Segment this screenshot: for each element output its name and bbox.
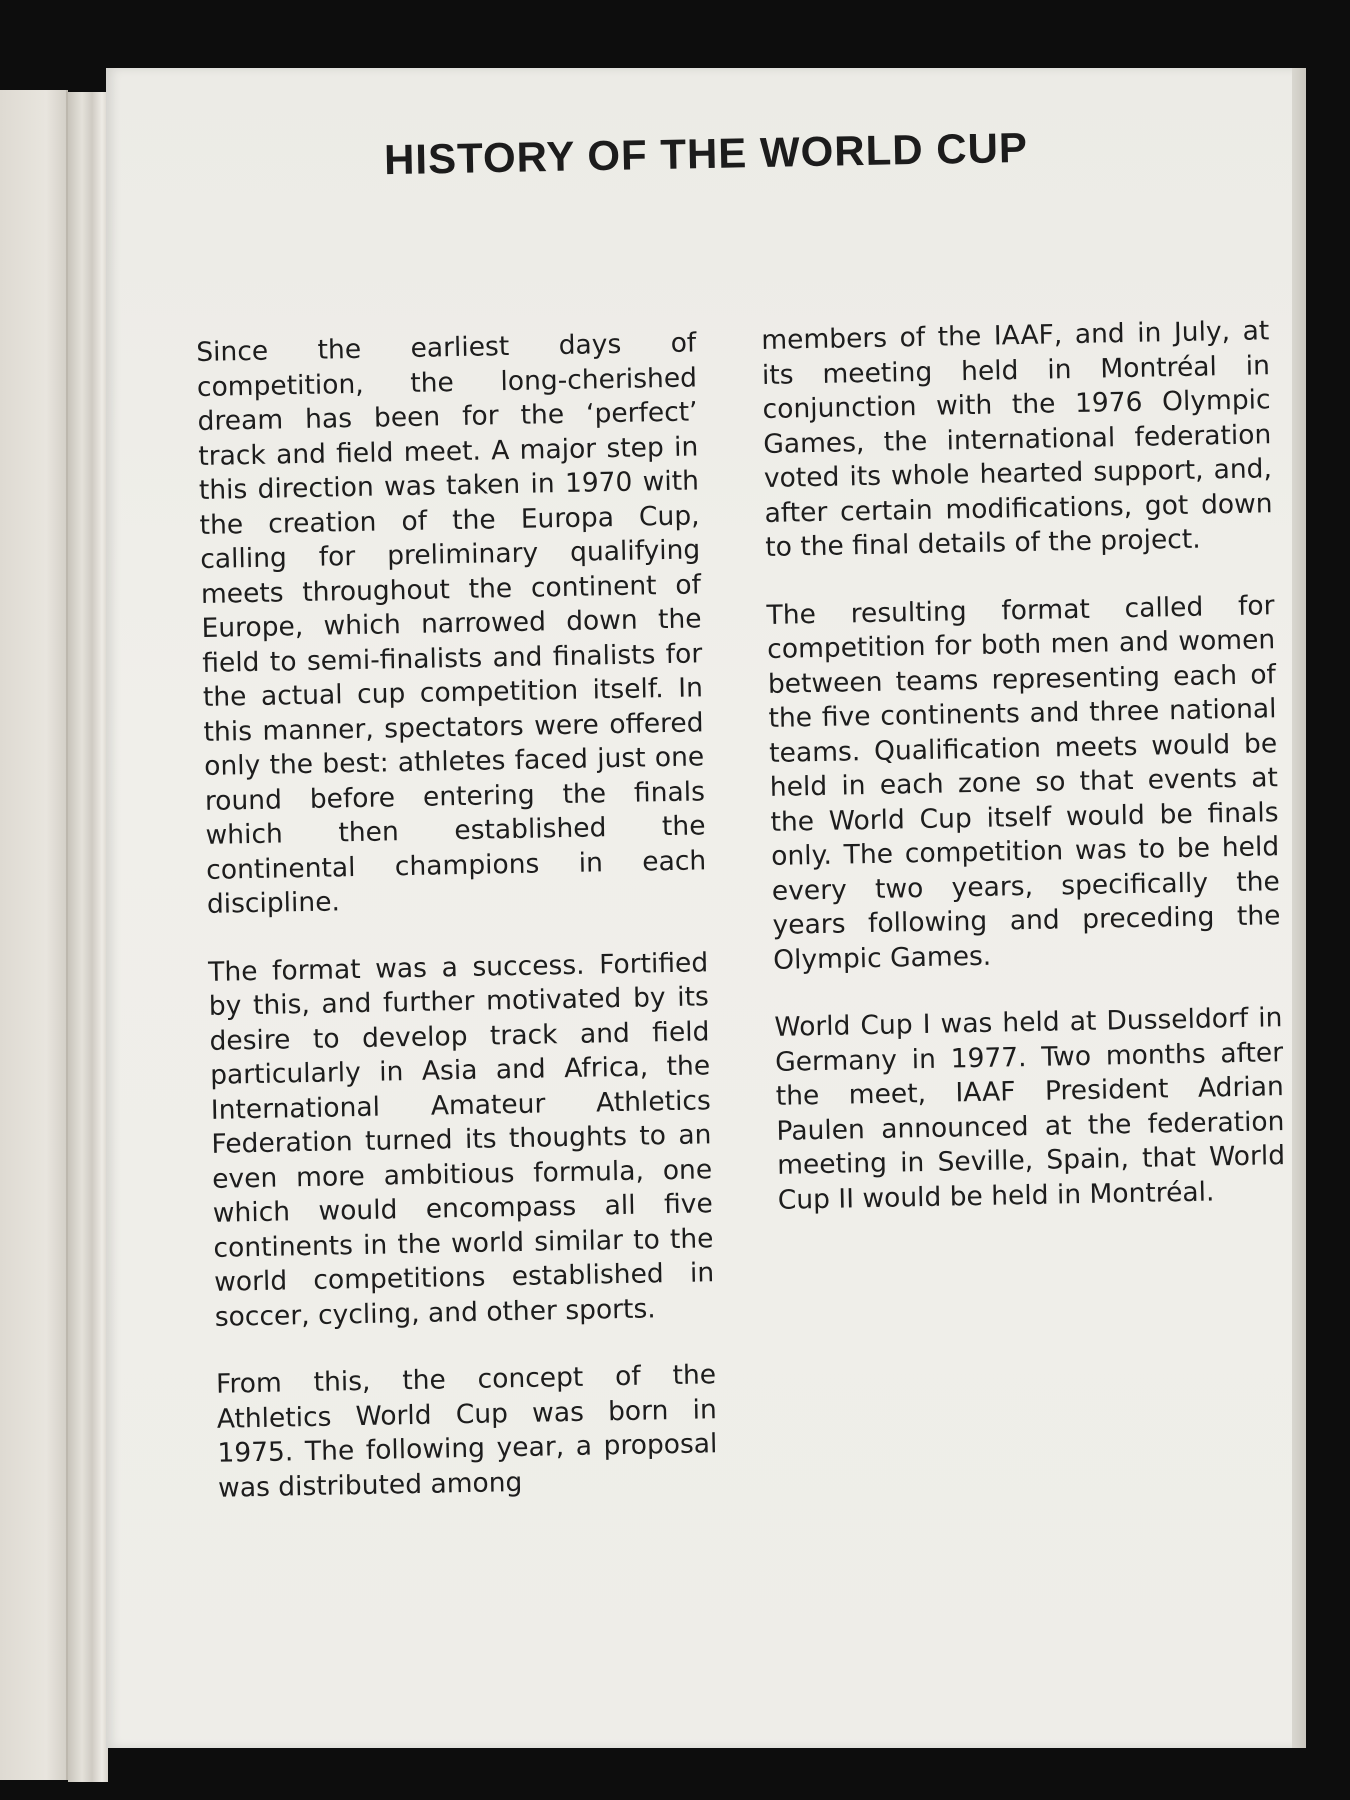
booklet-page bbox=[106, 68, 1306, 1748]
left-paragraph-2: The format was a success. Fortified by this, and further motivated by its desire to develop track and field particularly in Asia and Africa, the International Amateur Athletics Federation turned its thoughts to an even more ambitious formula, one which would encompass all five continents in the world similar to the world competitions established in soccer, cycling, and other sports. bbox=[207, 946, 715, 1333]
right-paragraph-2: The resulting format called for competition for both men and women between teams representing each of the five continents and three national teams. Qualification meets would be held in each zone so that events at the World Cup itself would be finals only. The competition was to be held every two years, specifically the years following and preceding the Olympic Games. bbox=[766, 589, 1281, 976]
page-right-edge bbox=[1292, 68, 1306, 1748]
page-title: HISTORY OF THE WORLD CUP bbox=[383, 123, 1029, 184]
booklet-spine bbox=[68, 92, 108, 1782]
left-paragraph-3: From this, the concept of the Athletics World Cup was born in 1975. The following year, a proposal was distributed among bbox=[215, 1359, 718, 1504]
previous-page-edge bbox=[0, 90, 68, 1780]
right-column bbox=[761, 314, 1287, 1251]
right-paragraph-1: members of the IAAF, and in July, at its meeting held in Montréal in conjunction with the 1976 Olympic Games, the international federation voted its whole hearted support, and, after certain modifications, got down to the final details of the project. bbox=[761, 315, 1273, 563]
right-paragraph-3: World Cup I was held at Dusseldorf in Germany in 1977. Two months after the meet, IAAF President Adrian Paulen announced at the federation meeting in Seville, Spain, that World Cup II would be held in Montréal. bbox=[774, 1002, 1286, 1216]
left-paragraph-1: Since the earliest days of competition, the long-cherished dream has been for the ‘perfect’ track and field meet. A major step in this direction was taken in 1970 with the creation of the Europa Cup, calling for preliminary qualifying meets throughout the continent of Europe, which narrowed down the field to semi-finalists and finalists for the actual cup competition itself. In this manner, spectators were offered only the best: athletes faced just one round before entering the finals which then established the continental champions in each discipline. bbox=[196, 327, 707, 920]
left-column bbox=[196, 326, 719, 1538]
